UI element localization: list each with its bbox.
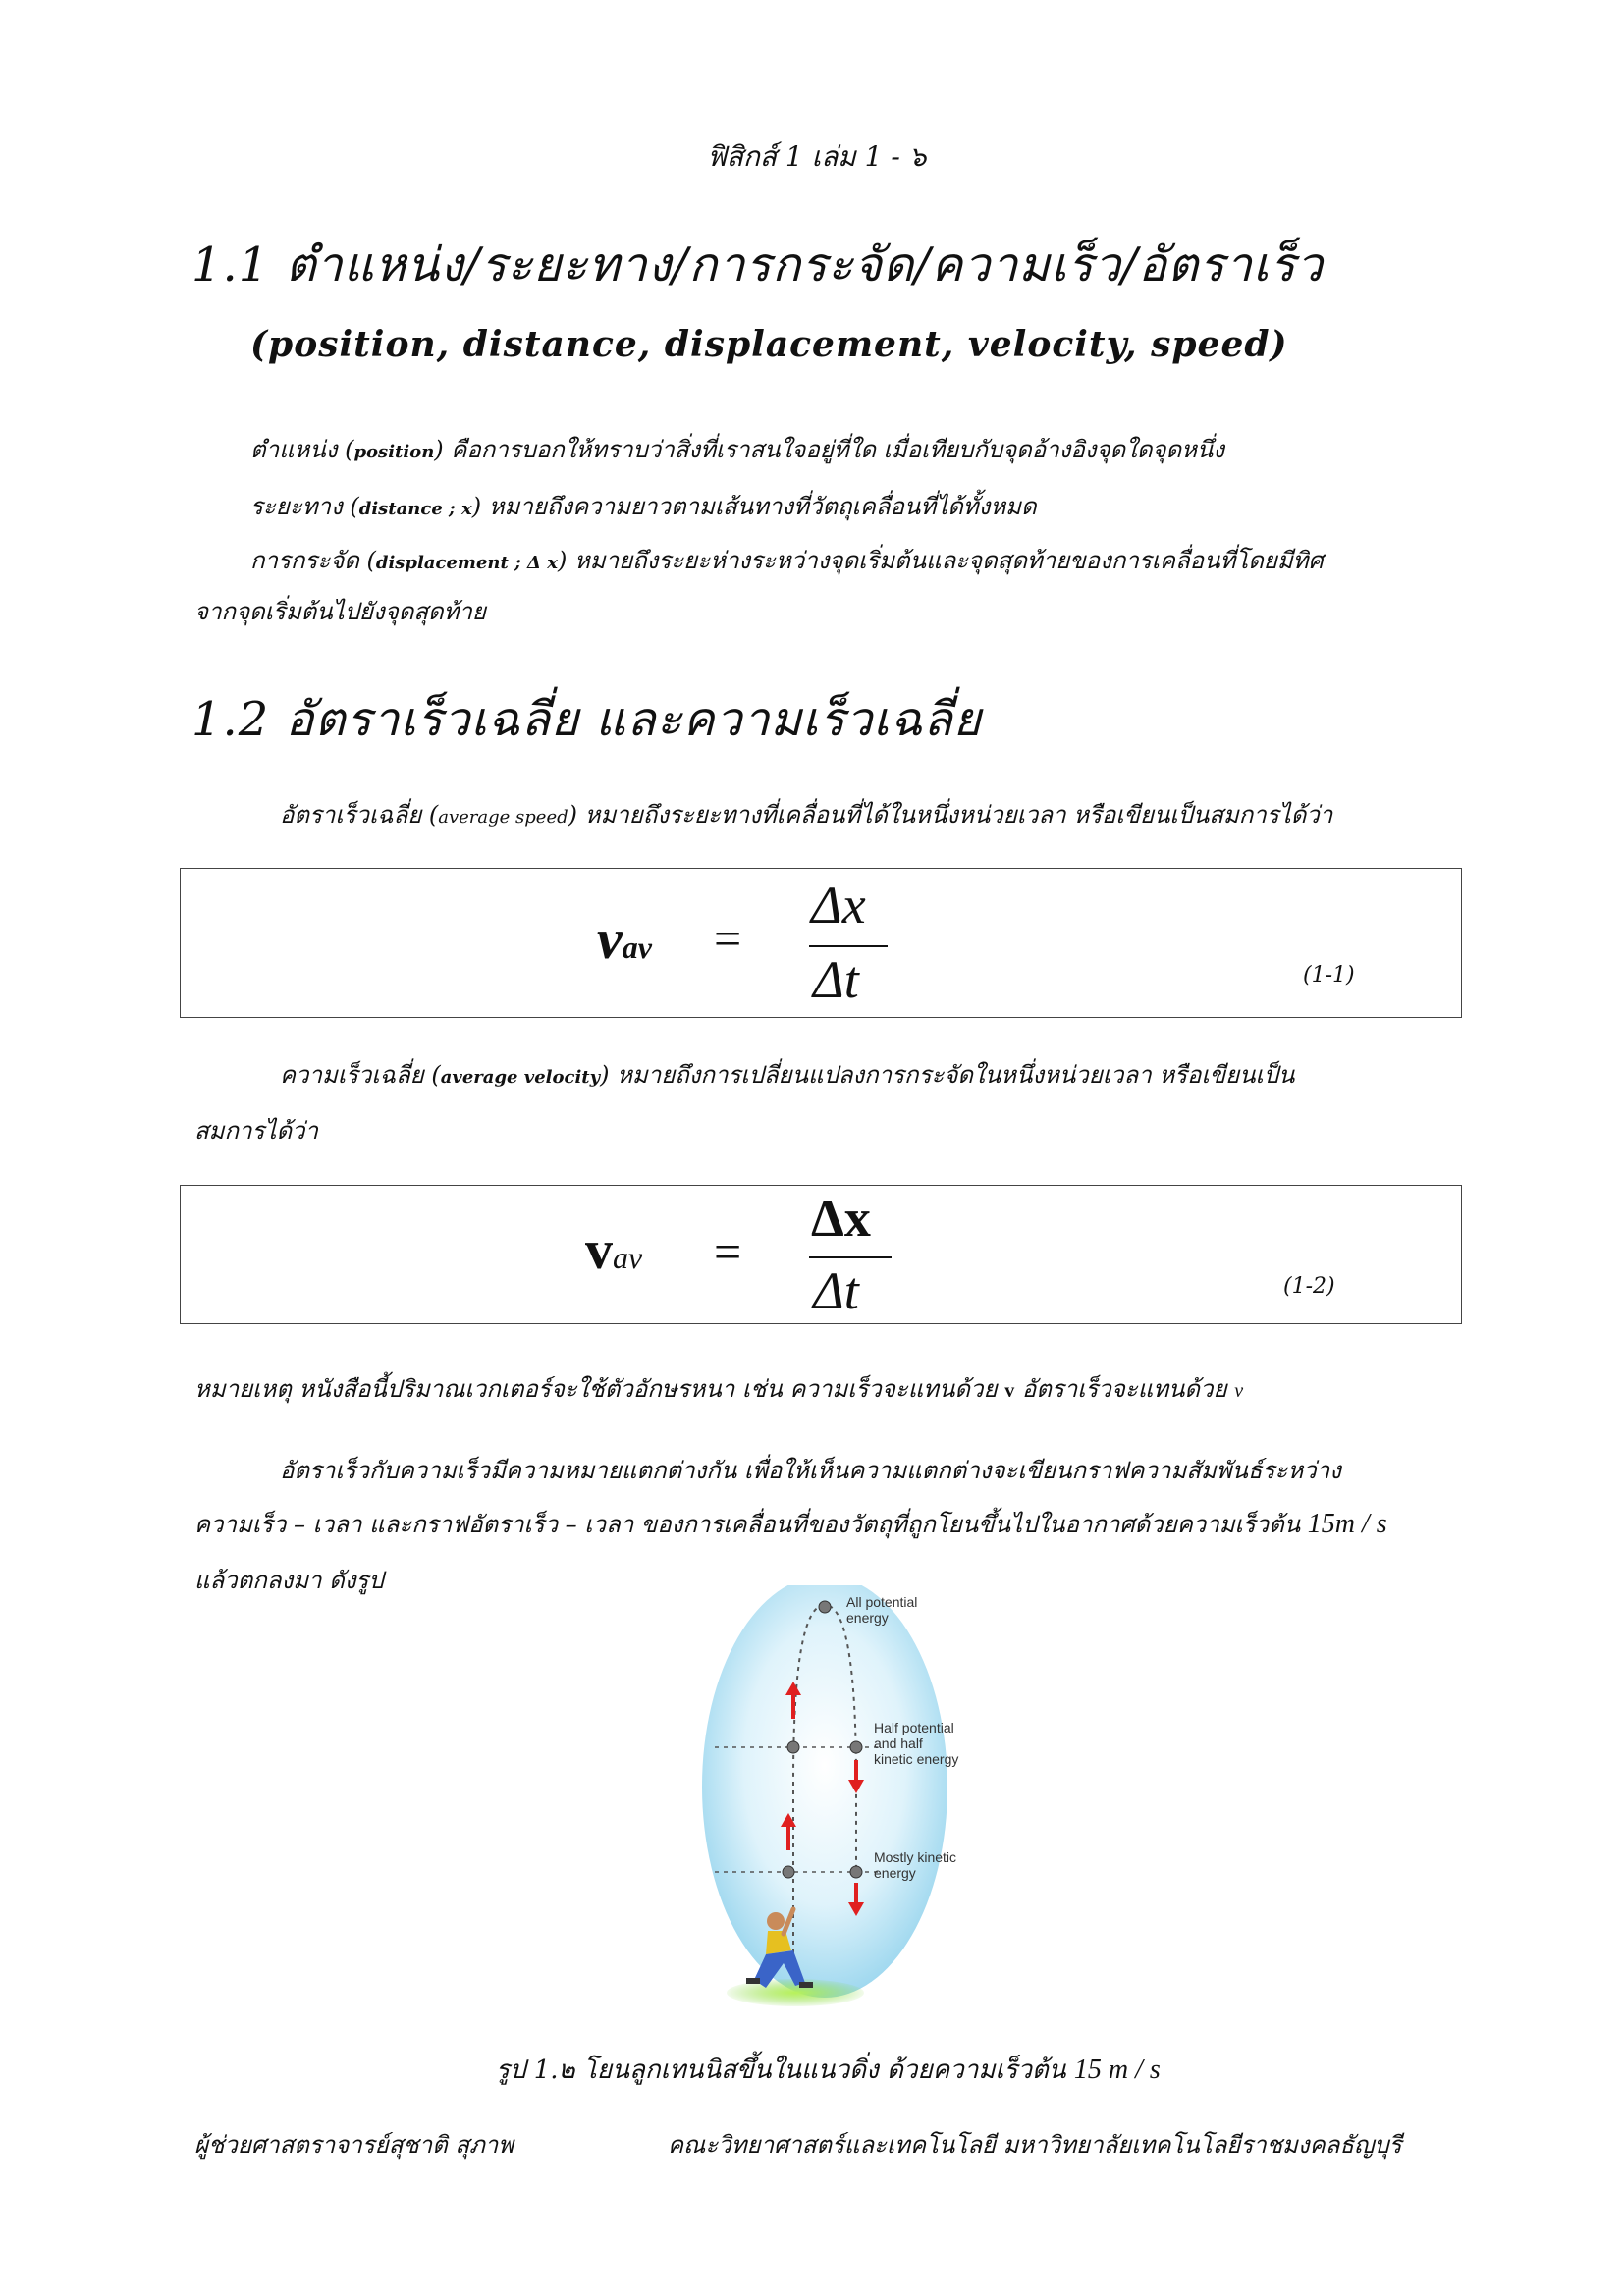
eq1-fraction-bar <box>809 945 888 947</box>
average-velocity-text: ) หมายถึงการเปลี่ยนแปลงการกระจัดในหนึ่งหน่วยเวลา หรือเขียนเป็น <box>600 1061 1295 1089</box>
sky-background <box>702 1585 947 1998</box>
eq1-v: v <box>597 907 623 971</box>
footer-author: ผู้ช่วยศาสตราจารย์สุชาติ สุภาพ <box>194 2131 514 2159</box>
ball-half-down <box>850 1741 862 1753</box>
note-italic-v: v <box>1234 1380 1244 1402</box>
tennis-ball-figure <box>677 1585 992 2027</box>
eq1-sub: av <box>622 930 652 965</box>
eq1-equals: = <box>714 911 742 966</box>
definition-distance-text: ) หมายถึงความยาวตามเส้นทางที่วัตถุเคลื่อนที่ได้ทั้งหมด <box>471 493 1037 520</box>
section-1-2-title: 1.2 อัตราเร็วเฉลี่ย และความเร็วเฉลี่ย <box>191 692 982 747</box>
definition-displacement-cont: จากจุดเริ่มต้นไปยังจุดสุดท้าย <box>194 598 486 625</box>
initial-speed-value: 15m / s <box>1307 1509 1387 1539</box>
label-mid-line3: kinetic energy <box>874 1751 959 1767</box>
label-low-line1: Mostly kinetic <box>874 1849 957 1865</box>
definition-position-text: ) คือการบอกให้ทราบว่าสิ่งที่เราสนใจอยู่ที่ใด เมื่อเทียบกับจุดอ้างอิงจุดใดจุดหนึ่ง <box>434 436 1225 463</box>
note-line <box>194 1369 1243 1408</box>
average-velocity-definition <box>280 1055 1294 1094</box>
difference-line-3: แล้วตกลงมา ดังรูป <box>194 1567 384 1594</box>
eq1-denominator: Δt <box>813 950 859 1009</box>
definition-distance <box>250 487 1037 525</box>
eq1-numerator: Δx <box>811 876 866 934</box>
eq2-numerator: Δx <box>811 1189 871 1248</box>
average-velocity-cont: สมการได้ว่า <box>194 1117 318 1145</box>
definition-distance-term: ระยะทาง ( <box>250 493 359 520</box>
average-velocity-en: average velocity <box>440 1067 601 1088</box>
difference-line-1: อัตราเร็วกับความเร็วมีความหมายแตกต่างกัน เพื่อให้เห็นความแตกต่างจะเขียนกราฟความสัมพันธ์ระหว่าง <box>280 1457 1341 1484</box>
eq2-equals: = <box>714 1224 742 1279</box>
definition-distance-en: distance ; x <box>358 499 472 519</box>
definition-position <box>250 430 1224 468</box>
section-1-1-title: 1.1 ตำแหน่ง/ระยะทาง/การกระจัด/ความเร็ว/อัตราเร็ว <box>191 238 1325 293</box>
definition-displacement-text: ) หมายถึงระยะห่างระหว่างจุดเริ่มต้นและจุดสุดท้ายของการเคลื่อนที่โดยมีทิศ <box>557 547 1324 574</box>
label-low-line2: energy <box>874 1865 916 1881</box>
average-velocity-term: ความเร็วเฉลี่ย ( <box>280 1061 441 1089</box>
note-bold-v: v <box>1004 1380 1015 1402</box>
figure-caption-text: รูป 1.๒ โยนลูกเทนนิสขึ้นในแนวดิ่ง ด้วยความเร็วต้น <box>496 2056 1066 2085</box>
label-top-line1: All potential <box>846 1594 918 1610</box>
label-top-line2: energy <box>846 1610 889 1626</box>
equation-box-1 <box>180 868 1462 1018</box>
eq2-denominator: Δt <box>813 1261 859 1320</box>
eq2-v: v <box>585 1220 613 1281</box>
note-text-2: อัตราเร็วจะแทนด้วย <box>1021 1375 1227 1403</box>
ball-low-down <box>850 1866 862 1878</box>
eq2-fraction-bar <box>809 1256 892 1258</box>
definition-position-term: ตำแหน่ง ( <box>250 436 354 463</box>
definition-displacement <box>250 541 1324 579</box>
definition-displacement-term: การกระจัด ( <box>250 547 376 574</box>
label-mid-line2: and half <box>874 1735 923 1751</box>
eq1-number: (1-1) <box>1303 963 1355 988</box>
eq2-lhs <box>585 1219 642 1282</box>
eq2-number: (1-2) <box>1283 1274 1335 1299</box>
definition-position-en: position <box>353 442 435 462</box>
figure-caption <box>496 2050 1161 2090</box>
difference-line-2 <box>194 1505 1387 1543</box>
eq2-sub: av <box>613 1240 643 1275</box>
equation-box-2 <box>180 1185 1462 1324</box>
average-speed-en: average speed <box>438 807 568 828</box>
section-1-1-subtitle: (position, distance, displacement, velocity, speed) <box>250 324 1288 365</box>
difference-line-2-text: ความเร็ว – เวลา และกราฟอัตราเร็ว – เวลา ของการเคลื่อนที่ของวัตถุที่ถูกโยนขึ้นไปในอากาศด้วยความเร็วต้น <box>194 1511 1301 1538</box>
definition-displacement-en: displacement ; Δ x <box>375 553 558 573</box>
average-speed-term: อัตราเร็วเฉลี่ย ( <box>280 801 439 828</box>
ball-top <box>819 1601 831 1613</box>
figure-caption-value: 15 m / s <box>1073 2055 1161 2085</box>
average-speed-text: ) หมายถึงระยะทางที่เคลื่อนที่ได้ในหนึ่งหน่วยเวลา หรือเขียนเป็นสมการได้ว่า <box>568 801 1333 828</box>
tennis-ball-illustration <box>677 1585 992 2027</box>
ball-low-up <box>783 1866 794 1878</box>
eq1-lhs <box>597 906 652 972</box>
ball-half-up <box>787 1741 799 1753</box>
label-mid-line1: Half potential <box>874 1720 954 1735</box>
note-text: หมายเหตุ หนังสือนี้ปริมาณเวกเตอร์จะใช้ตัวอักษรหนา เช่น ความเร็วจะแทนด้วย <box>194 1375 998 1403</box>
page-header: ฟิสิกส์ 1 เล่ม 1 - ๖ <box>707 140 927 173</box>
average-speed-definition <box>280 795 1332 833</box>
footer-affiliation: คณะวิทยาศาสตร์และเทคโนโลยี มหาวิทยาลัยเทคโนโลยีราชมงคลธัญบุรี <box>668 2131 1402 2159</box>
